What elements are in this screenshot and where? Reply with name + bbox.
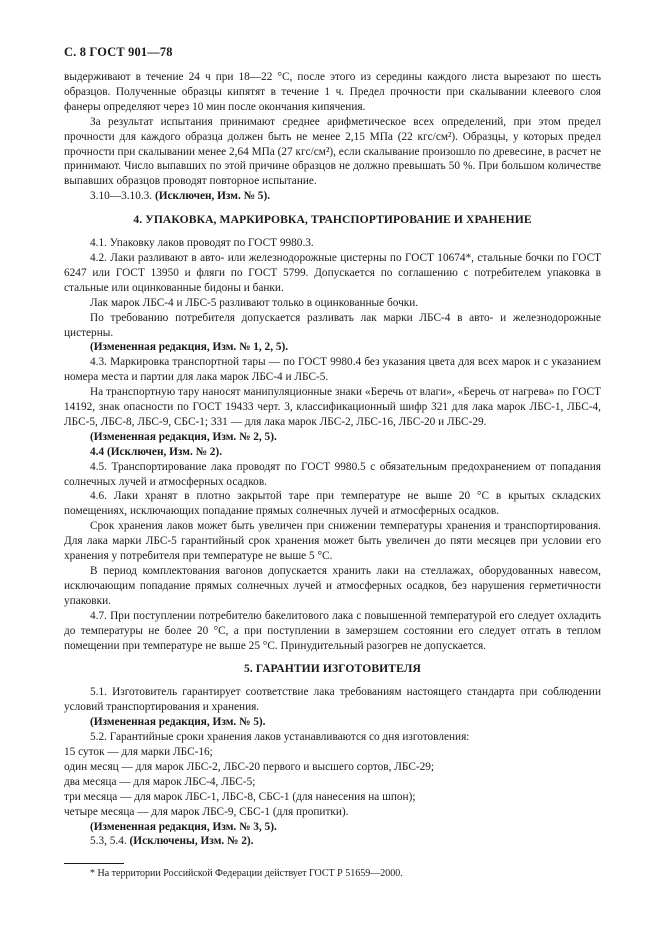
section-title: 5. ГАРАНТИИ ИЗГОТОВИТЕЛЯ — [243, 662, 422, 676]
list-item: три месяца — для марок ЛБС-1, ЛБС-8, СБС-1 (для нанесения на шпон); — [64, 790, 416, 803]
amendment-note: (Исключены, Изм. № 2). — [129, 835, 254, 848]
paragraph: 4.1. Упаковку лаков проводят по ГОСТ 9980.3. — [90, 237, 314, 250]
footnote: * На территории Российской Федерации действует ГОСТ Р 51659—2000. — [90, 868, 403, 880]
clause-number: 3.10—3.10.3. — [90, 190, 153, 203]
list-item: один месяц — для марок ЛБС-2, ЛБС-20 первого и высшего сортов, ЛБС-29; — [64, 760, 435, 773]
page-header: С. 8 ГОСТ 901—78 — [64, 45, 173, 59]
paragraph: 4.3. Маркировка транспортной тары — по ГОСТ 9980.4 без указания цвета для всех марок и с указанием номера места и партии для лака марок ЛБС-4 и ЛБС-5. — [64, 356, 601, 384]
paragraph: 4.5. Транспортирование лака проводят по ГОСТ 9980.5 с обязательным предохранением от попадания солнечных лучей и атмосферных осадков. — [64, 460, 601, 488]
paragraph: На транспортную тару наносят манипуляционные знаки «Беречь от влаги», «Беречь от нагрева» по ГОСТ 14192, знак опасности по ГОСТ 19433 черт. 3, классификационный шифр 321 для лака марок ЛБС-1, ЛБС-4, ЛБС-5, ЛБС-8, ЛБС-9, СБС-1; 331 — для лака марок ЛБС-2, ЛБС-16, ЛБС-20 и ЛБС-29. — [64, 386, 601, 428]
list-item: два месяца — для марок ЛБС-4, ЛБС-5; — [64, 775, 256, 788]
list-item: 15 суток — для марки ЛБС-16; — [64, 745, 213, 758]
page-body — [64, 70, 601, 880]
paragraph: За результат испытания принимают среднее арифметическое всех определений, при этом предел прочности для каждого образца должен быть не менее 2,15 МПа (22 кгс/см²). Образцы, у которых предел прочности при скалывании менее 2,64 МПа (27 кгс/см²), если скалывание произошло по древесине, в расчет не принимают. Число выпавших по этой причине образцов не должно превышать 50 %. При большом количестве выпавших образцов проводят повторное испытание. — [64, 115, 601, 188]
paragraph: 5.2. Гарантийные сроки хранения лаков устанавливаются со дня изготовления: — [90, 731, 470, 744]
clause-number: 5.3, 5.4. — [90, 835, 127, 848]
paragraph: По требованию потребителя допускается разливать лак марки ЛБС-4 в авто- и железнодорожные цистерны. — [64, 311, 601, 339]
list-item: четыре месяца — для марок ЛБС-9, СБС-1 (для пропитки). — [64, 805, 349, 818]
paragraph: В период комплектования вагонов допускается хранить лаки на стеллажах, оборудованных навесом, исключающим попадание прямых солнечных лучей и атмосферных осадков, без нарушения герметичности упаковки. — [64, 565, 601, 607]
paragraph: 4.6. Лаки хранят в плотно закрытой таре при температуре не выше 20 °С в крытых складских помещениях, исключающих попадание прямых солнечных лучей и атмосферных осадков. — [64, 490, 601, 518]
clause-5-3 — [64, 834, 601, 849]
paragraph: Лак марок ЛБС-4 и ЛБС-5 разливают только в оцинкованные бочки. — [90, 296, 419, 309]
paragraph: 4.2. Лаки разливают в авто- или железнодорожные цистерны по ГОСТ 10674*, стальные бочки по ГОСТ 6247 или ГОСТ 13950 и фляги по ГОСТ 5799. Допускается по соглашению с потребителем упаковка в стальные или оцинкованные бидоны и банки. — [64, 251, 601, 294]
amendment-note: (Измененная редакция, Изм. № 1, 2, 5). — [90, 341, 289, 354]
amendment-note: (Измененная редакция, Изм. № 5). — [90, 716, 266, 729]
footnote-divider — [64, 863, 124, 864]
section-title: 4. УПАКОВКА, МАРКИРОВКА, ТРАНСПОРТИРОВАНИЕ И ХРАНЕНИЕ — [133, 213, 532, 227]
amendment-note: (Измененная редакция, Изм. № 2, 5). — [90, 430, 277, 443]
paragraph: Срок хранения лаков может быть увеличен при снижении температуры хранения и транспортирования. Для лака марки ЛБС-5 гарантийный срок хранения может быть увеличен до пяти месяцев при условии его хранения у потребителя при температуре не выше 5 °С. — [64, 520, 601, 563]
amendment-note: 4.4 (Исключен, Изм. № 2). — [90, 445, 223, 458]
amendment-note: (Исключен, Изм. № 5). — [154, 190, 271, 203]
clause-3-10 — [64, 189, 601, 204]
paragraph: 5.1. Изготовитель гарантирует соответствие лака требованиям настоящего стандарта при соблюдении условий транспортирования и хранения. — [64, 686, 601, 714]
amendment-note: (Измененная редакция, Изм. № 3, 5). — [90, 820, 277, 833]
paragraph: 4.7. При поступлении потребителю бакелитового лака с повышенной температурой его следует охладить до температуры не более 20 °С, а при поступлении в замерзшем состоянии его следует отгать в теплом помещении при температуре не выше 25 °С. Принудительный разогрев не допускается. — [64, 609, 601, 652]
paragraph: выдерживают в течение 24 ч при 18—22 °С, после этого из середины каждого листа вырезают по шесть образцов. Полученные образцы кипятят в течение 1 ч. Предел прочности при скалывании клеевого слоя фанеры определяют через 10 мин после окончания кипячения. — [64, 71, 601, 113]
